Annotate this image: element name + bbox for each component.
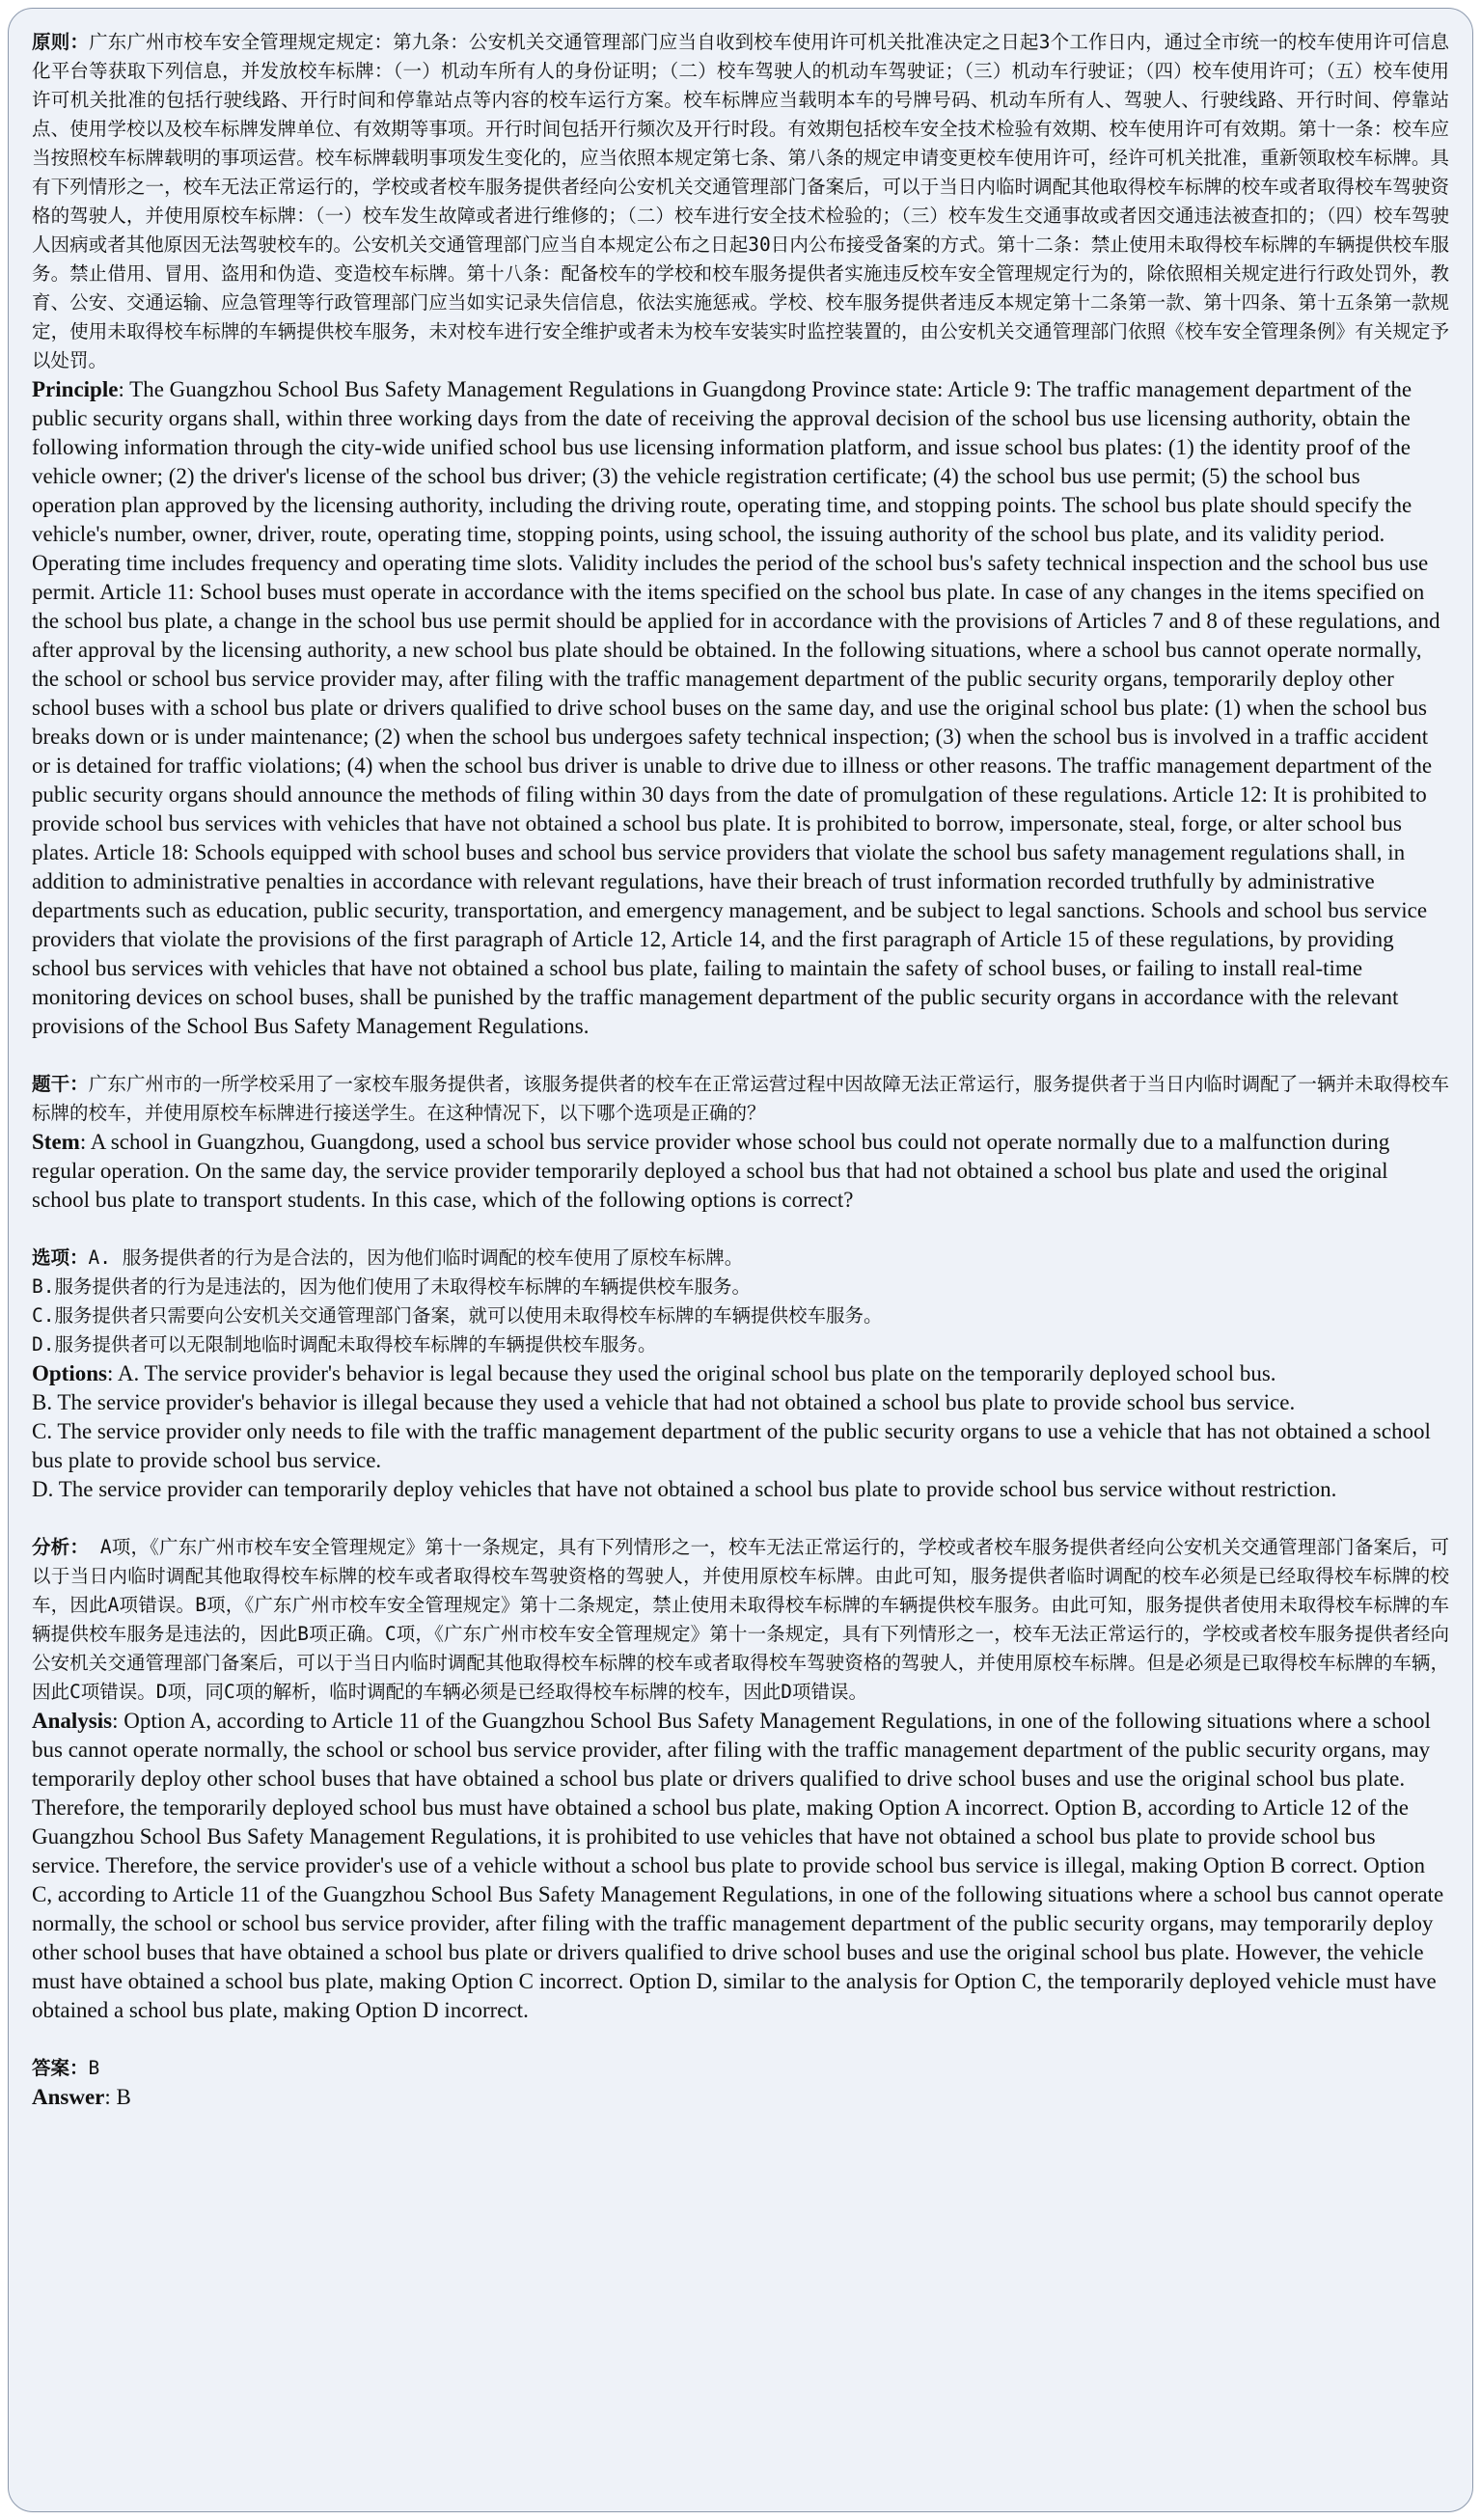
answer-zh-label: 答案： xyxy=(32,2057,89,2079)
options-section xyxy=(32,1244,1449,1504)
option-zh-c: C.服务提供者只需要向公安机关交通管理部门备案，就可以使用未取得校车标牌的车辆提供校车服务。 xyxy=(32,1304,883,1327)
principle-en-text: : The Guangzhou School Bus Safety Management Regulations in Guangdong Province state: Article 9: The traffic management department of the public security organs shall, within three working days from the date of receiving the approval decision of the school bus use licensing authority, obtain the following information through the city-wide unified school bus use licensing information platform, and issue school bus plates: (1) the identity proof of the vehicle owner; (2) the driver's license of the school bus driver; (3) the vehicle registration certificate; (4) the school bus use permit; (5) the school bus operation plan approved by the licensing authority, including the driving route, operating time, and stopping points. The school bus plate should specify the vehicle's number, owner, driver, route, operating time, stopping points, using school, the issuing authority of the school bus plate, and its validity period. Operating time includes frequency and operating time slots. Validity includes the period of the school bus's safety technical inspection and the school bus use permit. Article 11: School buses must operate in accordance with the items specified on the school bus plate. In case of any changes in the items specified on the school bus plate, a change in the school bus use permit should be applied for in accordance with the provisions of Articles 7 and 8 of these regulations, and after approval by the licensing authority, a new school bus plate should be obtained. In the following situations, where a school bus cannot operate normally, the school or school bus service provider may, after filing with the traffic management department of the public security organs, temporarily deploy other school buses with a school bus plate or drivers qualified to drive school buses on the same day, and use the original school bus plate: (1) when the school bus breaks down or is under maintenance; (2) when the school bus undergoes safety technical inspection; (3) when the school bus is involved in a traffic accident or is detained for traffic violations; (4) when the school bus driver is unable to drive due to illness or other reasons. The traffic management department of the public security organs should announce the methods of filing within 30 days from the date of promulgation of these regulations. Article 12: It is prohibited to provide school bus services with vehicles that have not obtained a school bus plate. It is prohibited to borrow, impersonate, steal, forge, or alter school bus plates. Article 18: Schools equipped with school buses and school bus service providers that violate the school bus safety management regulations shall, in addition to administrative penalties in accordance with relevant regulations, have their breach of trust information recorded truthfully by administrative departments such as education, public security, transportation, and emergency management, and be subject to legal sanctions. Schools and school bus service providers that violate the provisions of the first paragraph of Article 12, Article 14, and the first paragraph of Article 15 of these regulations, by providing school bus services with vehicles that have not obtained a school bus plate, failing to maintain the safety of school buses, or failing to install real-time monitoring devices on school buses, shall be punished by the traffic management department of the public security organs in accordance with the relevant provisions of the School Bus Safety Management Regulations. xyxy=(32,377,1440,1038)
section-gap xyxy=(32,2025,1449,2054)
principle-zh-text: 广东广州市校车安全管理规定规定：第九条：公安机关交通管理部门应当自收到校车使用许可机关批准决定之日起3个工作日内，通过全市统一的校车使用许可信息化平台等获取下列信息，并发放校车标牌：（一）机动车所有人的身份证明；（二）校车驾驶人的机动车驾驶证；（三）机动车行驶证；（四）校车使用许可；（五）校车使用许可机关批准的包括行驶线路、开行时间和停靠站点等内容的校车运行方案。校车标牌应当载明本车的号牌号码、机动车所有人、驾驶人、行驶线路、开行时间、停靠站点、使用学校以及校车标牌发牌单位、有效期等事项。开行时间包括开行频次及开行时段。有效期包括校车安全技术检验有效期、校车使用许可有效期。第十一条：校车应当按照校车标牌载明的事项运营。校车标牌载明事项发生变化的，应当依照本规定第七条、第八条的规定申请变更校车使用许可，经许可机关批准，重新领取校车标牌。具有下列情形之一，校车无法正常运行的，学校或者校车服务提供者经向公安机关交通管理部门备案后，可以于当日内临时调配其他取得校车标牌的校车或者取得校车驾驶资格的驾驶人，并使用原校车标牌：（一）校车发生故障或者进行维修的；（二）校车进行安全技术检验的；（三）校车发生交通事故或者因交通违法被查扣的；（四）校车驾驶人因病或者其他原因无法驾驶校车的。公安机关交通管理部门应当自本规定公布之日起30日内公布接受备案的方式。第十二条：禁止使用未取得校车标牌的车辆提供校车服务。禁止借用、冒用、盗用和伪造、变造校车标牌。第十八条：配备校车的学校和校车服务提供者实施违反校车安全管理规定行为的，除依照相关规定进行行政处罚外，教育、公安、交通运输、应急管理等行政管理部门应当如实记录失信信息，依法实施惩戒。学校、校车服务提供者违反本规定第十二条第一款、第十四条、第十五条第一款规定，使用未取得校车标牌的车辆提供校车服务，未对校车进行安全维护或者未为校车安装实时监控装置的，由公安机关交通管理部门依照《校车安全管理条例》有关规定予以处罚。 xyxy=(32,31,1449,371)
stem-zh-label: 题干： xyxy=(32,1073,89,1095)
section-gap xyxy=(32,1504,1449,1533)
answer-en-text: : B xyxy=(104,2085,131,2109)
analysis-section xyxy=(32,1533,1449,2025)
stem-zh xyxy=(32,1070,1449,1128)
analysis-en-label: Analysis xyxy=(32,1709,113,1733)
options-zh-label: 选项： xyxy=(32,1246,89,1269)
answer-zh xyxy=(32,2054,1449,2083)
analysis-zh-label: 分析： xyxy=(32,1536,89,1558)
option-zh-a xyxy=(32,1244,1449,1273)
analysis-en xyxy=(32,1707,1449,2025)
principle-section xyxy=(32,28,1449,1041)
answer-section xyxy=(32,2054,1449,2112)
stem-section xyxy=(32,1070,1449,1215)
answer-en-label: Answer xyxy=(32,2085,105,2109)
option-zh-d: D.服务提供者可以无限制地临时调配未取得校车标牌的车辆提供校车服务。 xyxy=(32,1333,657,1356)
principle-zh-label: 原则： xyxy=(32,31,90,53)
option-en-c: C. The service provider only needs to file with the traffic management department of the public security organs to use a vehicle that has not obtained a school bus plate to provide school bus service. xyxy=(32,1419,1431,1472)
section-gap xyxy=(32,1041,1449,1070)
option-zh-b: B.服务提供者的行为是违法的，因为他们使用了未取得校车标牌的车辆提供校车服务。 xyxy=(32,1275,751,1298)
analysis-zh xyxy=(32,1533,1449,1707)
option-en-a xyxy=(32,1359,1449,1388)
stem-en xyxy=(32,1128,1449,1215)
principle-en-label: Principle xyxy=(32,377,119,401)
options-en-label: Options xyxy=(32,1361,107,1385)
analysis-en-text: : Option A, according to Article 11 of the Guangzhou School Bus Safety Management Regulations, in one of the following situations where a school bus cannot operate normally, the school or school bus service provider, after filing with the traffic management department of the public security organs, may temporarily deploy other school buses that have obtained a school bus plate or drivers qualified to drive school buses and use the original school bus plate. Therefore, the temporarily deployed school bus must have obtained a school bus plate, making Option A incorrect. Option B, according to Article 12 of the Guangzhou School Bus Safety Management Regulations, it is prohibited to use vehicles that have not obtained a school bus plate to provide school bus service. Therefore, the service provider's use of a vehicle without a school bus plate to provide school bus service is illegal, making Option B correct. Option C, according to Article 11 of the Guangzhou School Bus Safety Management Regulations, in one of the following situations where a school bus cannot operate normally, the school or school bus service provider, after filing with the traffic management department of the public security organs, may temporarily deploy other school buses that have obtained a school bus plate or drivers qualified to drive school buses and use the original school bus plate. However, the vehicle must have obtained a school bus plate, making Option C incorrect. Option D, similar to the analysis for Option C, the temporarily deployed vehicle must have obtained a school bus plate, making Option D incorrect. xyxy=(32,1709,1444,2022)
stem-en-text: : A school in Guangzhou, Guangdong, used a school bus service provider whose school bus could not operate normally due to a malfunction during regular operation. On the same day, the service provider temporarily deployed a school bus that had not obtained a school bus plate and used the original school bus plate to transport students. In this case, which of the following options is correct? xyxy=(32,1130,1390,1212)
option-en-a-text: : A. The service provider's behavior is legal because they used the original school bus plate on the temporarily deployed school bus. xyxy=(106,1361,1276,1385)
principle-en xyxy=(32,375,1449,1041)
question-card xyxy=(8,8,1473,2512)
answer-en xyxy=(32,2083,1449,2112)
analysis-zh-text: A项，《广东广州市校车安全管理规定》第十一条规定，具有下列情形之一，校车无法正常运行的，学校或者校车服务提供者经向公安机关交通管理部门备案后，可以于当日内临时调配其他取得校车标牌的校车或者取得校车驾驶资格的驾驶人，并使用原校车标牌。由此可知，服务提供者临时调配的校车必须是已经取得校车标牌的校车，因此A项错误。B项，《广东广州市校车安全管理规定》第十二条规定，禁止使用未取得校车标牌的车辆提供校车服务。由此可知，服务提供者使用未取得校车标牌的车辆提供校车服务是违法的，因此B项正确。C项，《广东广州市校车安全管理规定》第十一条规定，具有下列情形之一，校车无法正常运行的，学校或者校车服务提供者经向公安机关交通管理部门备案后，可以于当日内临时调配其他取得校车标牌的校车或者取得校车驾驶资格的驾驶人，并使用原校车标牌。但是必须是已取得校车标牌的车辆，因此C项错误。D项，同C项的解析，临时调配的车辆必须是已经取得校车标牌的校车，因此D项错误。 xyxy=(32,1536,1449,1703)
principle-zh xyxy=(32,28,1449,375)
section-gap xyxy=(32,1215,1449,1244)
stem-zh-text: 广东广州市的一所学校采用了一家校车服务提供者，该服务提供者的校车在正常运营过程中因故障无法正常运行，服务提供者于当日内临时调配了一辆并未取得校车标牌的校车，并使用原校车标牌进行接送学生。在这种情况下，以下哪个选项是正确的？ xyxy=(32,1073,1449,1124)
option-en-b: B. The service provider's behavior is illegal because they used a vehicle that had not obtained a school bus plate to provide school bus service. xyxy=(32,1390,1296,1414)
option-en-d: D. The service provider can temporarily deploy vehicles that have not obtained a school bus plate to provide school bus service without restriction. xyxy=(32,1477,1337,1501)
option-zh-a-text: A. 服务提供者的行为是合法的，因为他们临时调配的校车使用了原校车标牌。 xyxy=(88,1246,744,1269)
stem-en-label: Stem xyxy=(32,1130,80,1154)
answer-zh-text: B xyxy=(88,2057,100,2079)
